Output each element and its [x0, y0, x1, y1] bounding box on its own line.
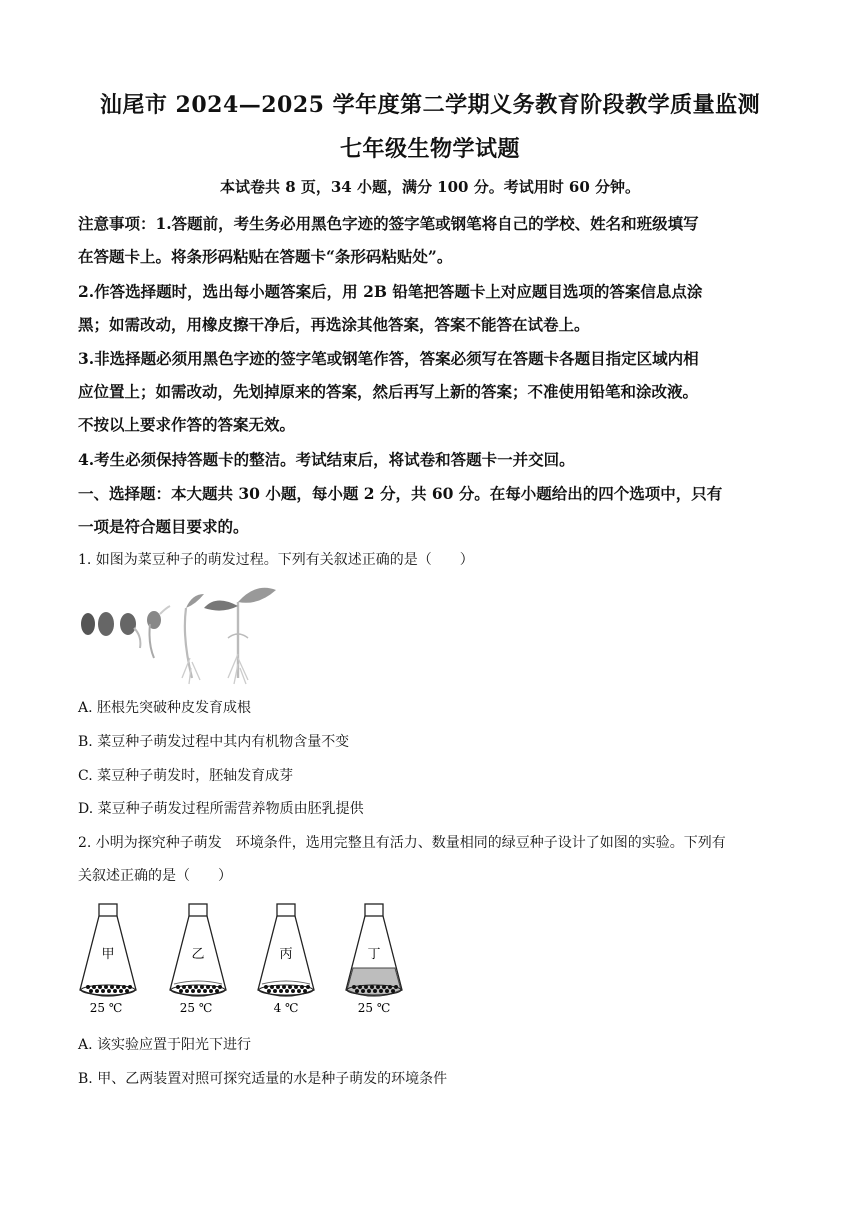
notes-line: 注意事项：1.答题前，考生务必用黑色字迹的签字笔或钢笔将自己的学校、姓名和班级填写 — [78, 214, 699, 233]
notes-line: 黑；如需改动，用橡皮擦干净后，再选涂其他答案，答案不能答在试卷上。 — [78, 315, 590, 334]
exam-title: 汕尾市 2024—2025 学年度第二学期义务教育阶段教学质量监测 — [99, 92, 761, 118]
q1-option-b: B. 菜豆种子萌发过程中其内有机物含量不变 — [78, 734, 350, 750]
section-heading: 一项是符合题目要求的。 — [78, 517, 249, 536]
flask-ding — [346, 904, 402, 1015]
seed-icon — [120, 613, 136, 635]
flask-temp: 25 ℃ — [179, 1001, 213, 1015]
flask-temp: 4 ℃ — [273, 1001, 299, 1015]
flask-bing — [258, 904, 314, 1015]
q2-option-a: A. 该实验应置于阳光下进行 — [78, 1037, 252, 1053]
question-2-stem: 2. 小明为探究种子萌发 环境条件，选用完整且有活力、数量相同的绿豆种子设计了如图的实验。下列有 — [78, 835, 726, 851]
section-heading: 一、选择题：本大题共 30 小题，每小题 2 分，共 60 分。在每小题给出的四个选项中，只有 — [78, 484, 723, 503]
flask-temp: 25 ℃ — [357, 1001, 391, 1015]
exam-info: 本试卷共 8 页，34 小题，满分 100 分。考试用时 60 分钟。 — [219, 178, 641, 196]
notes-line: 不按以上要求作答的答案无效。 — [78, 415, 296, 434]
flask-label: 甲 — [101, 947, 115, 962]
notes-line: 2.作答选择题时，选出每小题答案后，用 2B 铅笔把答题卡上对应题目选项的答案信息点涂 — [78, 282, 703, 301]
notes-line: 应位置上；如需改动，先划掉原来的答案，然后再写上新的答案；不准使用铅笔和涂改液。 — [78, 382, 699, 401]
flask-label: 乙 — [191, 947, 205, 962]
flask-yi — [170, 904, 226, 1015]
q2-option-b: B. 甲、乙两装置对照可探究适量的水是种子萌发的环境条件 — [78, 1071, 448, 1087]
q1-option-d: D. 菜豆种子萌发过程所需营养物质由胚乳提供 — [78, 801, 364, 817]
seed-flask-experiment-figure — [78, 898, 418, 1020]
flask-label: 丙 — [279, 947, 293, 962]
exam-subject-title: 七年级生物学试题 — [339, 136, 520, 162]
flask-label: 丁 — [367, 947, 381, 962]
q1-option-c: C. 菜豆种子萌发时，胚轴发育成芽 — [78, 768, 294, 784]
notes-line: 3.非选择题必须用黑色字迹的签字笔或钢笔作答，答案必须写在答题卡各题目指定区域内相 — [78, 349, 699, 368]
q1-option-a: A. 胚根先突破种皮发育成根 — [78, 700, 252, 716]
seed-icon — [81, 613, 95, 635]
question-2-stem: 关叙述正确的是（ ） — [78, 868, 232, 884]
question-1-stem: 1. 如图为菜豆种子的萌发过程。下列有关叙述正确的是（ ） — [78, 552, 474, 568]
flask-temp: 25 ℃ — [89, 1001, 123, 1015]
bean-germination-figure — [78, 578, 278, 686]
seed-icon — [98, 612, 114, 636]
notes-line: 在答题卡上。将条形码粘贴在答题卡“条形码粘贴处”。 — [78, 247, 453, 266]
notes-line: 4.考生必须保持答题卡的整洁。考试结束后，将试卷和答题卡一并交回。 — [78, 450, 575, 469]
flask-jia — [80, 904, 136, 1015]
